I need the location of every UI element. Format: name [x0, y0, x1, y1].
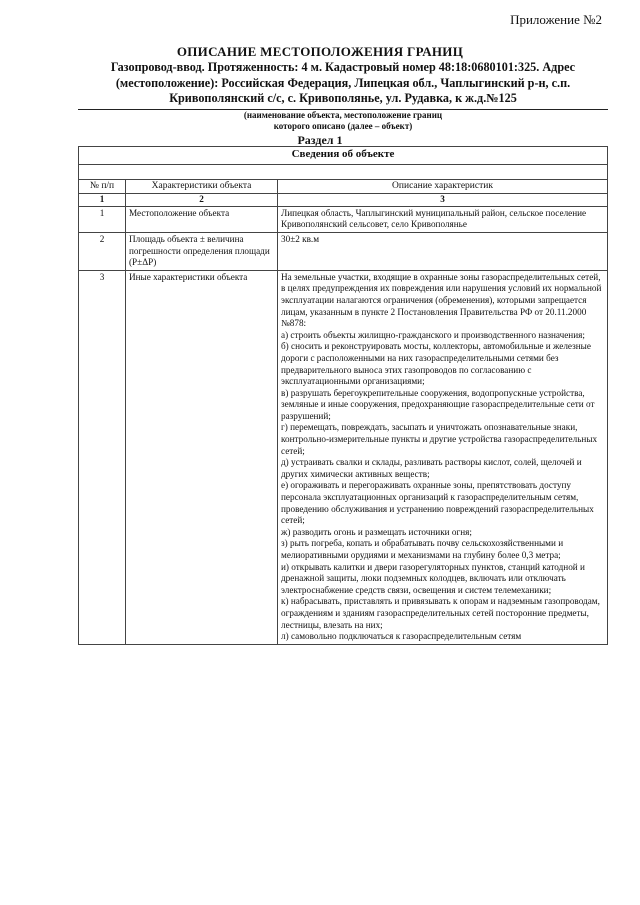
- row-description: Липецкая область, Чаплыгинский муниципальный район, сельское поселение Кривополянский сельсовет, село Кривополянье: [278, 206, 608, 232]
- row-number: 2: [79, 232, 126, 270]
- column-number-3: 3: [278, 194, 608, 207]
- table-caption: Сведения об объекте: [79, 147, 608, 165]
- table-spacer-row: [79, 164, 608, 179]
- restriction-item: д) устраивать свалки и склады, разливать растворы кислот, солей, щелочей и других химически активных веществ;: [281, 457, 582, 479]
- restriction-item: е) огораживать и перегораживать охранные зоны, препятствовать доступу персонала эксплуатационных организаций к газораспределительным сетям, проведению обслуживания и устранению повреждений газораспределительных сетей;: [281, 480, 594, 526]
- column-number-2: 2: [126, 194, 278, 207]
- restriction-item: б) сносить и реконструировать мосты, коллекторы, автомобильные и железные дороги с расположенными на них газораспределительными сетями без предварительного выноса этих газопроводов по согласованию с эксплуатационными организациями;: [281, 341, 591, 387]
- restriction-item: а) строить объекты жилищно-гражданского и производственного назначения;: [281, 329, 585, 340]
- header-number: № п/п: [79, 179, 126, 194]
- restriction-item: в) разрушать берегоукрепительные сооружения, водопропускные устройства, земляные и иные сооружения, предохраняющие газораспределительные сети от разрушений;: [281, 387, 595, 421]
- row-description: 30±2 кв.м: [278, 232, 608, 270]
- restriction-item: и) открывать калитки и двери газорегуляторных пунктов, станций катодной и дренажной защиты, люки подземных колодцев, включать или отключать электроснабжение средств связи, освещения и систем телемеханики;: [281, 561, 585, 595]
- naming-note-line2: которого описано (далее – объект): [273, 121, 413, 131]
- row-number: 1: [79, 206, 126, 232]
- row-number: 3: [79, 270, 126, 644]
- restriction-item: ж) разводить огонь и размещать источники огня;: [281, 526, 472, 537]
- restriction-item: л) самовольно подключаться к газораспределительным сетям: [281, 631, 522, 642]
- appendix-label: Приложение №2: [510, 12, 602, 27]
- row-characteristic: Иные характеристики объекта: [126, 270, 278, 644]
- document-title: ОПИСАНИЕ МЕСТОПОЛОЖЕНИЯ ГРАНИЦ: [176, 44, 464, 59]
- restriction-item: к) набрасывать, приставлять и привязывать к опорам и надземным газопроводам, ограждениям и зданиям газораспределительных сетей посторонние предметы, лестницы, влезать на них;: [281, 596, 600, 630]
- row-description-restrictions: [278, 270, 608, 644]
- column-number-1: 1: [79, 194, 126, 207]
- table-row: [79, 270, 608, 644]
- table-row: [79, 232, 608, 270]
- table-spacer-cell: [79, 164, 608, 179]
- object-description: Газопровод-ввод. Протяженность: 4 м. Кадастровый номер 48:18:0680101:325. Адрес (местоположение): Российская Федерация, Липецкая обл., Чаплыгинский р-н, с.п. Кривополянский с/с, с. Кривополянье, ул. Рудавка, к ж.д.№125: [110, 60, 576, 105]
- row-characteristic: Площадь объекта ± величина погрешности определения площади (P±ΔP): [126, 232, 278, 270]
- table-column-numbers-row: [79, 194, 608, 207]
- object-info-table: [78, 146, 608, 645]
- section-title: Раздел 1: [297, 133, 343, 147]
- row-characteristic: Местоположение объекта: [126, 206, 278, 232]
- table-row: [79, 206, 608, 232]
- naming-note: [78, 110, 608, 132]
- restriction-intro: На земельные участки, входящие в охранные зоны газораспределительных сетей, в целях предупреждения их повреждения или нарушения условий их нормальной эксплуатации налагаются ограничения (обременения), которыми запрещается лицам, указанным в пункте 2 Постановления Правительства РФ от 20.11.2000 №878:: [281, 271, 602, 329]
- restriction-item: г) перемещать, повреждать, засыпать и уничтожать опознавательные знаки, контрольно-измерительные пункты и другие устройства газораспределительных сетей;: [281, 422, 598, 456]
- table-caption-row: [79, 147, 608, 165]
- header-characteristic: Характеристики объекта: [126, 179, 278, 194]
- table-header-row: [79, 179, 608, 194]
- restriction-item: з) рыть погреба, копать и обрабатывать почву сельскохозяйственными и мелиоративными орудиями и механизмами на глубину более 0,3 метра;: [281, 538, 564, 560]
- naming-note-line1: (наименование объекта, местоположение границ: [243, 110, 443, 120]
- header-description: Описание характеристик: [278, 179, 608, 194]
